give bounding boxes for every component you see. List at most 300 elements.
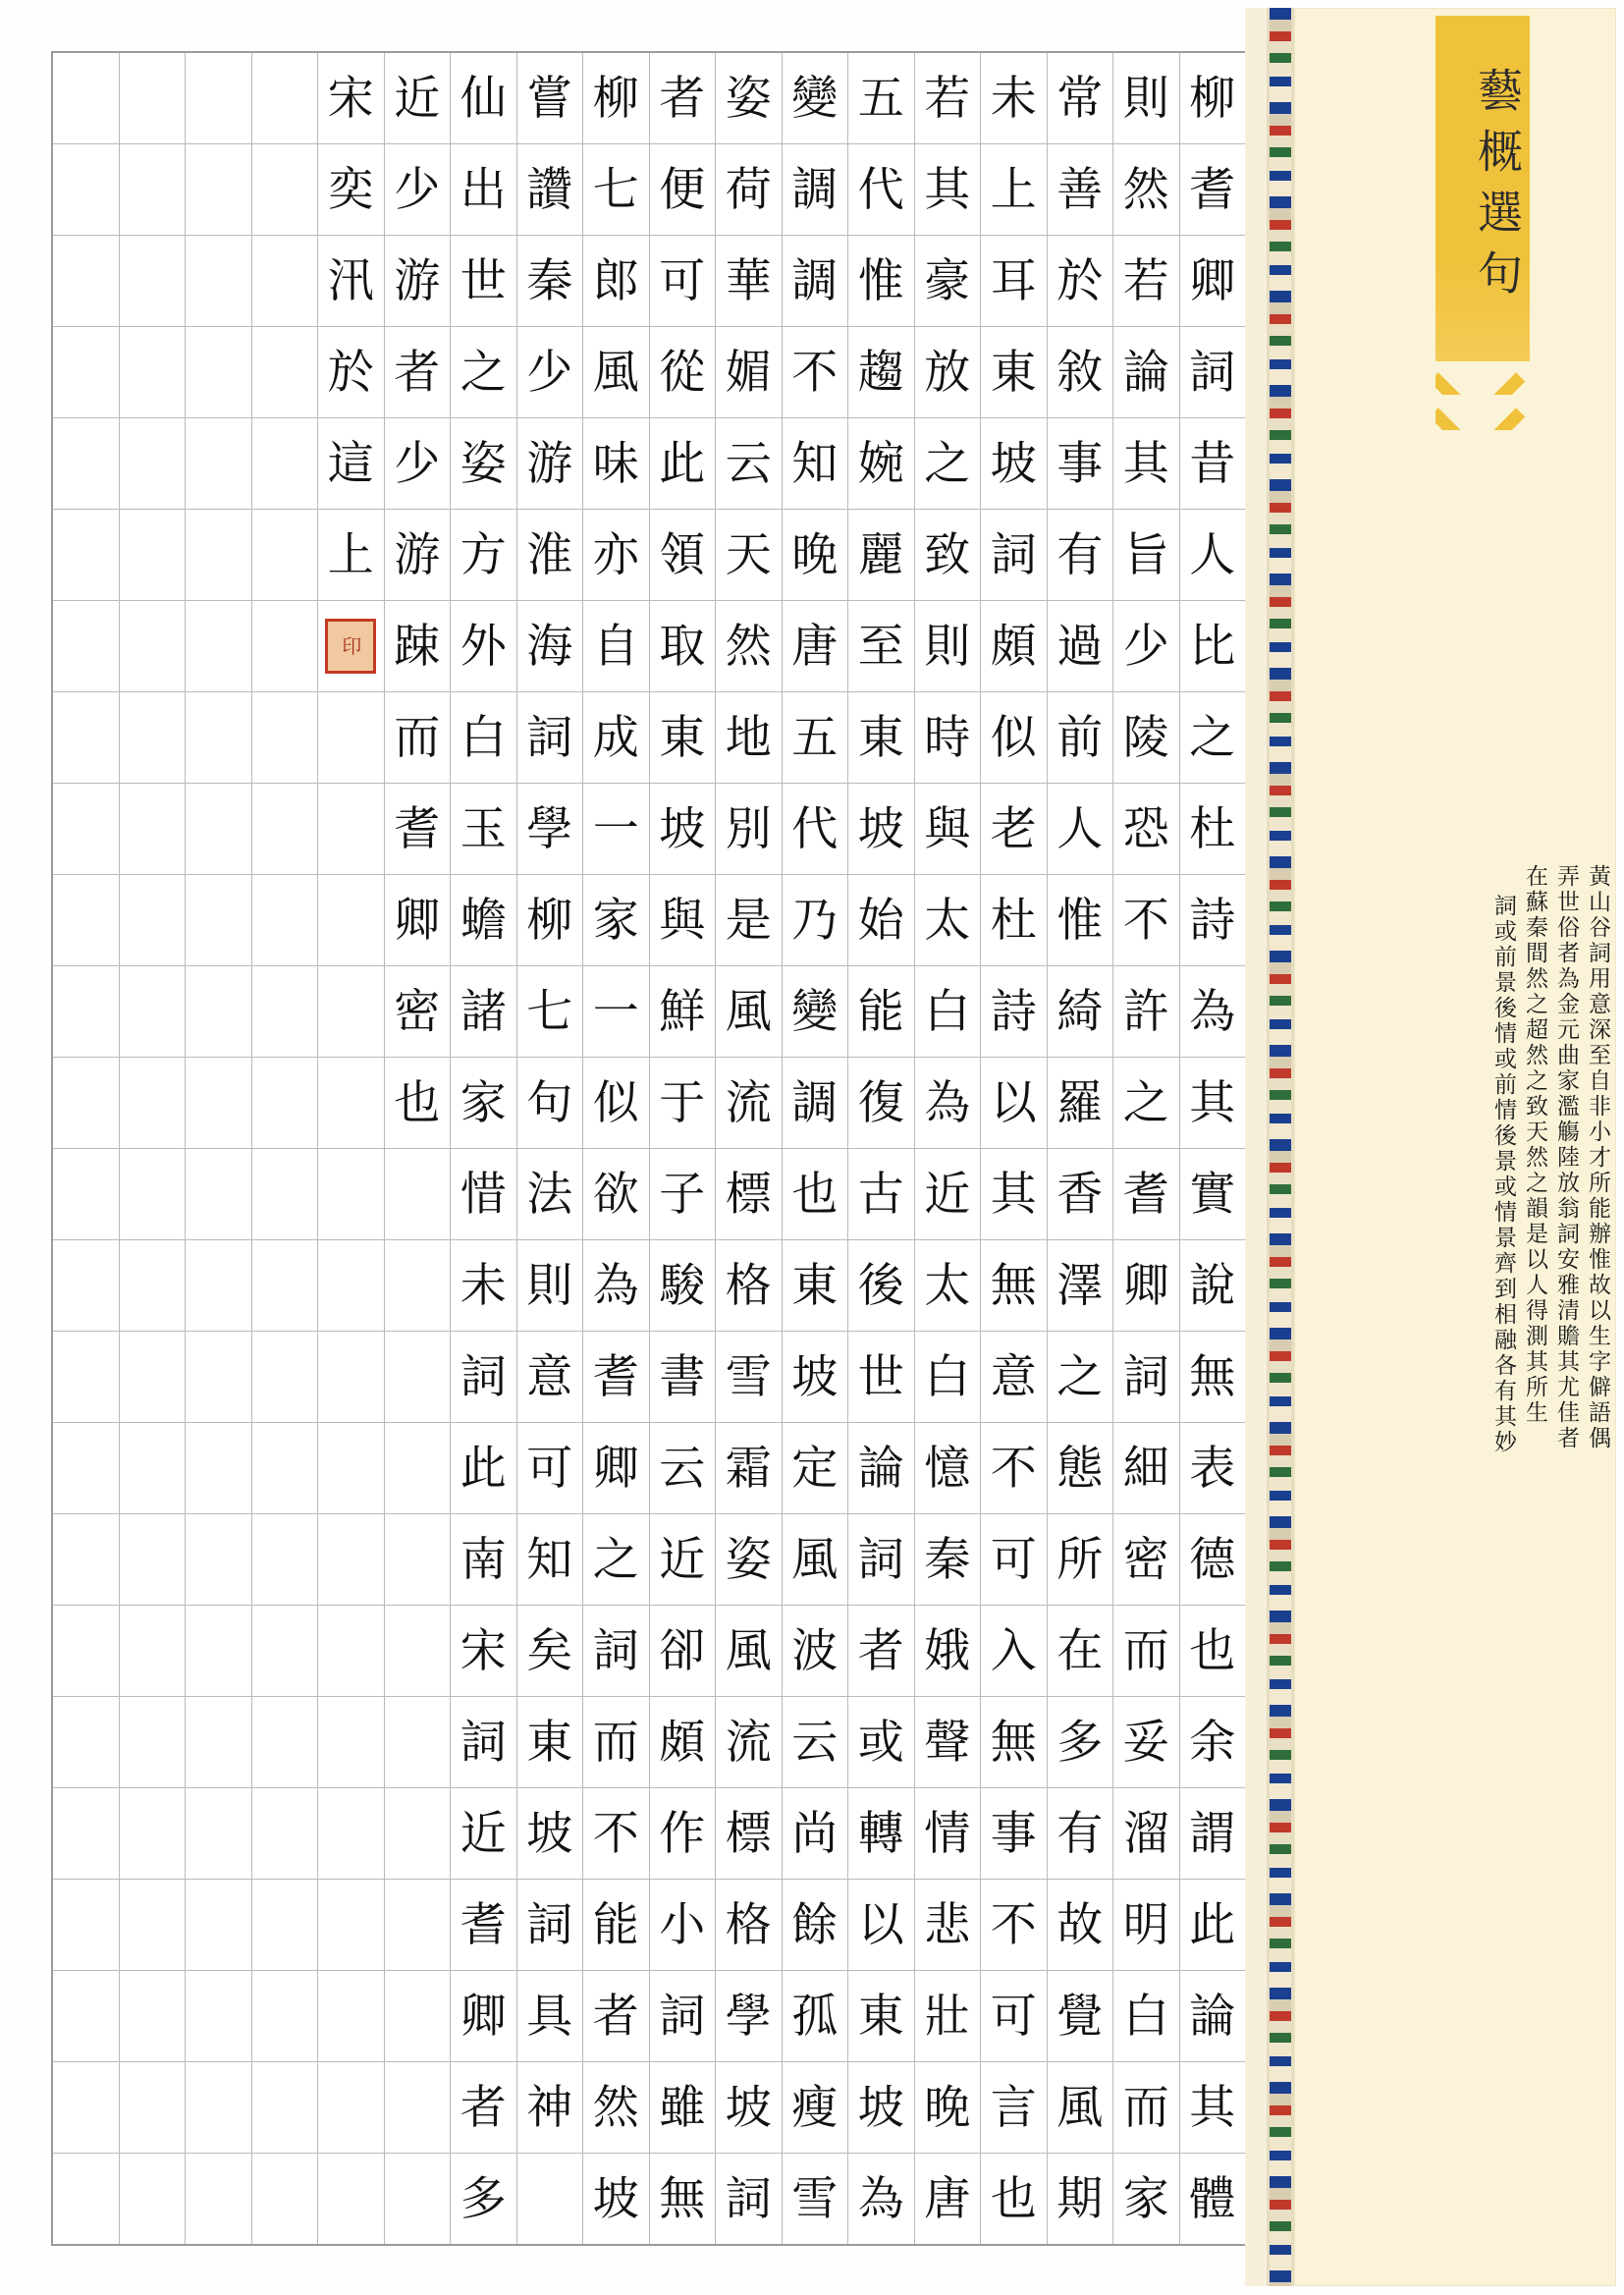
grid-cell: [186, 1697, 251, 1788]
grid-cell: 風: [783, 1514, 848, 1606]
grid-cell: [318, 1149, 384, 1240]
grid-cell: 詞: [451, 1332, 516, 1423]
seal-stamp: 印: [325, 619, 376, 674]
brocade-strip: [1267, 8, 1294, 2286]
grid-cell: 之: [1180, 692, 1246, 784]
grid-cell: [252, 418, 318, 510]
grid-cell: 晚: [915, 2062, 981, 2154]
grid-cell: [186, 2062, 251, 2154]
grid-cell: [252, 601, 318, 692]
grid-cell: [252, 1423, 318, 1514]
grid-cell: [120, 2154, 186, 2244]
grid-cell: [53, 1697, 119, 1788]
grid-cell: 態: [1048, 1423, 1113, 1514]
grid-cell: [53, 1149, 119, 1240]
grid-cell: 白: [451, 692, 516, 784]
grid-cell: [252, 1332, 318, 1423]
grid-cell: 調: [783, 1058, 848, 1149]
grid-cell: [53, 601, 119, 692]
grid-cell: 是: [716, 875, 782, 966]
grid-cell: 坡: [848, 784, 914, 875]
grid-cell: 其: [1180, 1058, 1246, 1149]
grid-cell: 始: [848, 875, 914, 966]
grid-cell: 雪: [716, 1332, 782, 1423]
grid-cell: [186, 510, 251, 601]
grid-cell: [120, 1058, 186, 1149]
grid-cell: 德: [1180, 1514, 1246, 1606]
grid-cell: 近: [385, 53, 451, 144]
grid-cell: 上: [318, 510, 384, 601]
grid-cell: 欲: [583, 1149, 649, 1240]
grid-cell: 然: [716, 601, 782, 692]
grid-cell: [385, 1606, 451, 1697]
grid-cell: 卿: [583, 1423, 649, 1514]
grid-cell: 溜: [1113, 1788, 1179, 1880]
grid-cell: 唐: [783, 601, 848, 692]
grid-cell: 坡: [716, 2062, 782, 2154]
grid-cell: 可: [981, 1971, 1047, 2062]
grid-cell: 東: [848, 692, 914, 784]
grid-cell: 其: [1113, 418, 1179, 510]
grid-cell: [318, 1880, 384, 1971]
grid-cell: 覺: [1048, 1971, 1113, 2062]
grid-cell: 昔: [1180, 418, 1246, 510]
grid-cell: 云: [650, 1423, 716, 1514]
grid-cell: [120, 1332, 186, 1423]
grid-cell: [186, 784, 251, 875]
grid-cell: 東: [783, 1240, 848, 1332]
grid-cell: 一: [583, 784, 649, 875]
grid-cell: 之: [451, 327, 516, 418]
grid-cell: [318, 601, 384, 692]
grid-cell: 味: [583, 418, 649, 510]
grid-cell: [385, 1514, 451, 1606]
grid-cell: 標: [716, 1788, 782, 1880]
grid-cell: 詞: [1113, 1332, 1179, 1423]
grid-cell: [120, 1149, 186, 1240]
grid-cell: 詞: [725, 2171, 772, 2226]
grid-cell: 自: [583, 601, 649, 692]
grid-cell: 在: [1048, 1606, 1113, 1697]
grid-cell: 便: [650, 144, 716, 236]
grid-cell: 五: [848, 53, 914, 144]
grid-cell: [318, 1514, 384, 1606]
grid-column: [715, 53, 782, 2244]
grid-cell: 變: [783, 966, 848, 1058]
grid-cell: 或: [848, 1697, 914, 1788]
grid-cell: 近: [650, 1514, 716, 1606]
grid-cell: 論: [1180, 1971, 1246, 2062]
grid-cell: 有: [1048, 510, 1113, 601]
grid-cell: 成: [583, 692, 649, 784]
grid-cell: 南: [451, 1514, 516, 1606]
grid-cell: [252, 53, 318, 144]
grid-cell: 詩: [1180, 875, 1246, 966]
grid-cell: [120, 1423, 186, 1514]
grid-cell: [120, 1514, 186, 1606]
grid-cell: 知: [517, 1514, 583, 1606]
grid-cell: 可: [517, 1423, 583, 1514]
grid-cell: [186, 1971, 251, 2062]
grid-cell: 七: [583, 144, 649, 236]
grid-cell: [186, 1149, 251, 1240]
grid-cell: [252, 510, 318, 601]
grid-cell: [53, 1788, 119, 1880]
grid-cell: 於: [318, 327, 384, 418]
grid-cell: 學: [517, 784, 583, 875]
grid-cell: [318, 1332, 384, 1423]
grid-cell: 密: [1113, 1514, 1179, 1606]
grid-cell: 少: [385, 418, 451, 510]
grid-cell: [252, 1971, 318, 2062]
grid-cell: 乃: [783, 875, 848, 966]
grid-cell: [385, 2154, 451, 2244]
grid-cell: 頗: [650, 1697, 716, 1788]
grid-cell: 余: [1180, 1697, 1246, 1788]
grid-cell: [318, 1697, 384, 1788]
grid-cell: 未: [451, 1240, 516, 1332]
grid-cell: 可: [981, 1514, 1047, 1606]
grid-cell: 為: [583, 1240, 649, 1332]
grid-cell: [252, 966, 318, 1058]
grid-cell: [53, 144, 119, 236]
grid-cell: [186, 418, 251, 510]
grid-cell: [186, 327, 251, 418]
grid-cell: [318, 1788, 384, 1880]
grid-cell: 轉: [848, 1788, 914, 1880]
grid-cell: [186, 875, 251, 966]
grid-column: [847, 53, 914, 2244]
grid-cell: 詞: [650, 1971, 716, 2062]
grid-column: [450, 53, 516, 2244]
grid-cell: 少: [517, 327, 583, 418]
grid-cell: 耳: [981, 236, 1047, 327]
grid-cell: 柳: [1180, 53, 1246, 144]
grid-cell: 家: [451, 1058, 516, 1149]
grid-cell: [186, 236, 251, 327]
grid-cell: 學: [716, 1971, 782, 2062]
grid-cell: [318, 784, 384, 875]
grid-cell: 之: [915, 418, 981, 510]
grid-cell: [318, 966, 384, 1058]
grid-cell: 以: [981, 1058, 1047, 1149]
grid-cell: 荷: [716, 144, 782, 236]
grid-cell: 子: [650, 1149, 716, 1240]
grid-cell: 于: [650, 1058, 716, 1149]
grid-cell: 孤: [783, 1971, 848, 2062]
grid-cell: [53, 1971, 119, 2062]
grid-cell: [120, 418, 186, 510]
grid-cell: [252, 692, 318, 784]
grid-cell: 駿: [650, 1240, 716, 1332]
grid-cell: 流: [716, 1697, 782, 1788]
grid-cell: 意: [517, 1332, 583, 1423]
grid-cell: [252, 1514, 318, 1606]
grid-cell: 別: [716, 784, 782, 875]
grid-cell: 宋: [451, 1606, 516, 1697]
grid-cell: [53, 1606, 119, 1697]
grid-cell: 坡: [783, 1332, 848, 1423]
grid-cell: 表: [1180, 1423, 1246, 1514]
grid-cell: 坡: [650, 784, 716, 875]
grid-cell: 不: [981, 1423, 1047, 1514]
grid-cell: 若: [915, 53, 981, 144]
grid-cell: 耆: [583, 1332, 649, 1423]
grid-cell: 讚: [517, 144, 583, 236]
grid-cell: 過: [1048, 601, 1113, 692]
grid-cell: 澤: [1048, 1240, 1113, 1332]
grid-cell: 者: [650, 53, 716, 144]
grid-cell: 意: [981, 1332, 1047, 1423]
grid-cell: [53, 327, 119, 418]
grid-cell: 白: [915, 966, 981, 1058]
grid-cell: [385, 2062, 451, 2154]
grid-cell: 前: [1048, 692, 1113, 784]
grid-cell: 矣: [517, 1606, 583, 1697]
grid-cell: 者: [385, 327, 451, 418]
grid-cell: 詞: [848, 1514, 914, 1606]
grid-cell: 麗: [848, 510, 914, 601]
grid-cell: 惜: [451, 1149, 516, 1240]
grid-cell: [252, 1697, 318, 1788]
grid-cell: [120, 1971, 186, 2062]
grid-column: [185, 53, 251, 2244]
grid-cell: [120, 1788, 186, 1880]
grid-column: [782, 53, 848, 2244]
grid-cell: [120, 53, 186, 144]
grid-cell: 耆: [451, 1880, 516, 1971]
grid-cell: [318, 875, 384, 966]
grid-cell: 上: [981, 144, 1047, 236]
grid-cell: 踈: [385, 601, 451, 692]
grid-cell: [53, 692, 119, 784]
grid-cell: 家: [1122, 2171, 1169, 2226]
grid-cell: 為: [1180, 966, 1246, 1058]
grid-cell: [186, 2154, 251, 2244]
grid-cell: [252, 144, 318, 236]
grid-cell: 有: [1048, 1788, 1113, 1880]
grid-cell: 風: [716, 1606, 782, 1697]
grid-cell: 不: [981, 1880, 1047, 1971]
grid-cell: [120, 875, 186, 966]
grid-cell: 卻: [650, 1606, 716, 1697]
grid-cell: 這: [318, 418, 384, 510]
grid-cell: 調: [783, 236, 848, 327]
grid-cell: 比: [1180, 601, 1246, 692]
grid-cell: 領: [650, 510, 716, 601]
grid-cell: [120, 327, 186, 418]
grid-cell: 此: [451, 1423, 516, 1514]
grid-cell: [252, 327, 318, 418]
grid-cell: 然: [1113, 144, 1179, 236]
grid-cell: 敘: [1048, 327, 1113, 418]
grid-cell: 也: [1180, 1606, 1246, 1697]
grid-cell: 可: [650, 236, 716, 327]
grid-cell: [186, 1240, 251, 1332]
grid-cell: 致: [915, 510, 981, 601]
grid-cell: 壯: [915, 1971, 981, 2062]
grid-cell: 波: [783, 1606, 848, 1697]
grid-cell: [53, 53, 119, 144]
grid-cell: 而: [385, 692, 451, 784]
grid-cell: 格: [716, 1240, 782, 1332]
grid-cell: 秦: [517, 236, 583, 327]
grid-cell: 鮮: [650, 966, 716, 1058]
grid-cell: 姿: [451, 418, 516, 510]
grid-cell: [517, 2154, 583, 2244]
grid-cell: 坡: [981, 418, 1047, 510]
grid-cell: [186, 144, 251, 236]
grid-cell: 未: [981, 53, 1047, 144]
grid-cell: 許: [1113, 966, 1179, 1058]
grid-cell: [186, 53, 251, 144]
grid-cell: 聲: [915, 1697, 981, 1788]
grid-cell: 具: [517, 1971, 583, 2062]
grid-column: [1179, 53, 1246, 2244]
grid-cell: [318, 1971, 384, 2062]
grid-cell: [53, 2062, 119, 2154]
colophon-line: 黃山谷詞用意深至自非小才所能辦惟故以生字僻語偶: [1585, 864, 1610, 1451]
grid-cell: 趨: [848, 327, 914, 418]
grid-cell: [186, 966, 251, 1058]
grid-cell: [385, 1240, 451, 1332]
grid-cell: 白: [1113, 1971, 1179, 2062]
grid-cell: 格: [716, 1880, 782, 1971]
grid-cell: 取: [650, 601, 716, 692]
grid-cell: [120, 1606, 186, 1697]
grid-cell: 無: [659, 2171, 706, 2226]
grid-cell: 少: [385, 144, 451, 236]
grid-cell: 東: [650, 692, 716, 784]
grid-cell: 近: [915, 1149, 981, 1240]
grid-column: [317, 53, 384, 2244]
grid-cell: [53, 1423, 119, 1514]
grid-cell: [252, 1788, 318, 1880]
grid-cell: [120, 2062, 186, 2154]
grid-cell: [252, 1149, 318, 1240]
grid-column: [384, 53, 451, 2244]
grid-cell: 而: [583, 1697, 649, 1788]
colophon-line: 詞或前景後情或前情後景或情景齊到相融各有其妙: [1490, 894, 1516, 1455]
grid-cell: 多: [1048, 1697, 1113, 1788]
grid-cell: 卿: [1113, 1240, 1179, 1332]
grid-cell: 體: [1189, 2171, 1236, 2226]
grid-cell: 姿: [716, 1514, 782, 1606]
grid-cell: 至: [848, 601, 914, 692]
grid-cell: 於: [1048, 236, 1113, 327]
grid-cell: 一: [583, 966, 649, 1058]
grid-cell: 瘦: [783, 2062, 848, 2154]
grid-cell: 論: [1113, 327, 1179, 418]
grid-cell: 與: [915, 784, 981, 875]
grid-cell: [186, 1788, 251, 1880]
grid-cell: 卿: [385, 875, 451, 966]
grid-cell: [252, 875, 318, 966]
grid-cell: 耆: [385, 784, 451, 875]
grid-cell: 近: [451, 1788, 516, 1880]
grid-cell: 郎: [583, 236, 649, 327]
grid-cell: 仙: [451, 53, 516, 144]
grid-cell: [252, 236, 318, 327]
grid-cell: 情: [915, 1788, 981, 1880]
grid-cell: 明: [1113, 1880, 1179, 1971]
grid-cell: [385, 1971, 451, 2062]
grid-cell: 詞: [981, 510, 1047, 601]
grid-cell: 坡: [848, 2062, 914, 2154]
grid-cell: [53, 1880, 119, 1971]
grid-cell: 標: [716, 1149, 782, 1240]
grid-cell: 無: [1180, 1332, 1246, 1423]
grid-cell: 之: [1048, 1332, 1113, 1423]
grid-cell: [385, 1423, 451, 1514]
grid-column: [1047, 53, 1113, 2244]
grid-cell: [53, 784, 119, 875]
grid-cell: 而: [1113, 2062, 1179, 2154]
grid-cell: 奕: [318, 144, 384, 236]
grid-cell: 豪: [915, 236, 981, 327]
grid-cell: 秦: [915, 1514, 981, 1606]
grid-cell: [53, 1240, 119, 1332]
grid-cell: 作: [650, 1788, 716, 1880]
grid-cell: 書: [650, 1332, 716, 1423]
grid-cell: 卿: [1180, 236, 1246, 327]
grid-cell: 言: [981, 2062, 1047, 2154]
grid-cell: [252, 784, 318, 875]
grid-cell: 詞: [517, 1880, 583, 1971]
grid-cell: 變: [783, 53, 848, 144]
grid-cell: [252, 1606, 318, 1697]
grid-cell: [186, 1606, 251, 1697]
grid-cell: 之: [1113, 1058, 1179, 1149]
grid-cell: [318, 1058, 384, 1149]
grid-cell: 調: [783, 144, 848, 236]
grid-cell: [186, 1423, 251, 1514]
grid-cell: [120, 966, 186, 1058]
grid-cell: 入: [981, 1606, 1047, 1697]
calligraphy-grid-sheet: [51, 51, 1247, 2246]
grid-cell: 太: [915, 1240, 981, 1332]
grid-cell: [318, 1606, 384, 1697]
grid-cell: 憶: [915, 1423, 981, 1514]
grid-cell: [53, 966, 119, 1058]
grid-cell: 能: [583, 1880, 649, 1971]
grid-cell: [318, 2154, 384, 2244]
grid-cell: 惟: [848, 236, 914, 327]
grid-cell: 其: [1180, 2062, 1246, 2154]
grid-cell: 為: [857, 2171, 904, 2226]
grid-cell: [385, 1149, 451, 1240]
grid-cell: 玉: [451, 784, 516, 875]
grid-cell: 從: [650, 327, 716, 418]
grid-cell: 東: [517, 1697, 583, 1788]
grid-cell: 詞: [1180, 327, 1246, 418]
grid-cell: 嘗: [517, 53, 583, 144]
grid-cell: 者: [583, 1971, 649, 2062]
grid-cell: 風: [1048, 2062, 1113, 2154]
grid-cell: [120, 236, 186, 327]
grid-cell: 時: [915, 692, 981, 784]
grid-cell: [318, 2062, 384, 2154]
grid-cell: 雪: [791, 2171, 839, 2226]
grid-cell: 家: [583, 875, 649, 966]
grid-cell: 耆: [1113, 1149, 1179, 1240]
grid-cell: 與: [650, 875, 716, 966]
grid-cell: 老: [981, 784, 1047, 875]
grid-cell: 放: [915, 327, 981, 418]
grid-cell: 說: [1180, 1240, 1246, 1332]
grid-cell: [53, 2154, 119, 2244]
grid-cell: 論: [848, 1423, 914, 1514]
